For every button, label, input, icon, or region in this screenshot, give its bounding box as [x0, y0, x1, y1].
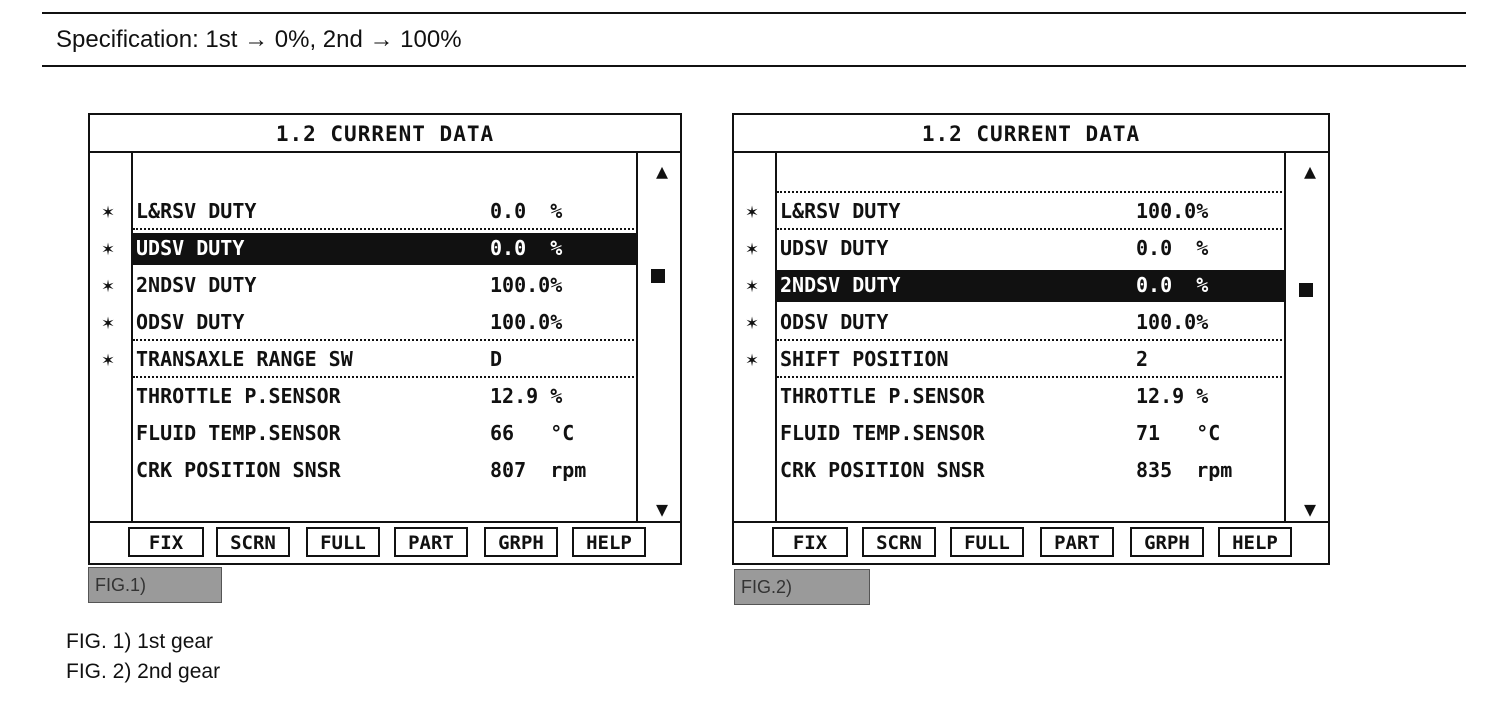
data-row-selected[interactable]	[90, 230, 680, 267]
item-value: 12.9 %	[490, 384, 563, 408]
data-row-selected[interactable]	[734, 267, 1328, 304]
scroll-up-icon[interactable]: ▲	[1303, 159, 1316, 183]
function-key-bar	[90, 521, 680, 563]
fix-key[interactable]: FIX	[772, 527, 848, 557]
scroll-down-icon[interactable]: ▼	[1303, 497, 1316, 521]
item-value: 100.0%	[490, 273, 563, 297]
item-name: L&RSV DUTY	[780, 199, 901, 223]
selected-mark: ✶	[746, 347, 759, 371]
item-value: 100.0%	[1136, 199, 1209, 223]
item-value: 2	[1136, 347, 1149, 371]
current-data-screen-2	[732, 113, 1330, 565]
scroll-up-icon[interactable]: ▲	[655, 159, 668, 183]
item-name: ODSV DUTY	[136, 310, 245, 334]
figure-tag: FIG.1)	[88, 567, 222, 603]
item-name: 2NDSV DUTY	[780, 273, 901, 297]
grph-key[interactable]: GRPH	[1130, 527, 1204, 557]
data-row[interactable]	[734, 452, 1328, 489]
item-value: 0.0 %	[1136, 236, 1209, 260]
current-data-screen-1	[88, 113, 682, 565]
item-name: THROTTLE P.SENSOR	[136, 384, 341, 408]
selected-mark: ✶	[102, 310, 115, 334]
part-key[interactable]: PART	[1040, 527, 1114, 557]
data-row[interactable]	[734, 341, 1328, 378]
data-row[interactable]	[90, 304, 680, 341]
scrn-key[interactable]: SCRN	[862, 527, 936, 557]
item-value: 66 °C	[490, 421, 575, 445]
item-value: 807 rpm	[490, 458, 587, 482]
figure-tag: FIG.2)	[734, 569, 870, 605]
help-key[interactable]: HELP	[1218, 527, 1292, 557]
data-row[interactable]	[734, 155, 1328, 193]
data-row[interactable]	[90, 415, 680, 452]
help-key[interactable]: HELP	[572, 527, 646, 557]
data-row[interactable]	[90, 267, 680, 304]
item-value: 71 °C	[1136, 421, 1221, 445]
selected-mark: ✶	[746, 199, 759, 223]
item-name: UDSV DUTY	[780, 236, 889, 260]
item-value: 835 rpm	[1136, 458, 1233, 482]
selected-mark: ✶	[746, 310, 759, 334]
selected-mark: ✶	[102, 199, 115, 223]
item-name: THROTTLE P.SENSOR	[780, 384, 985, 408]
data-row[interactable]	[734, 230, 1328, 267]
grph-key[interactable]: GRPH	[484, 527, 558, 557]
caption-fig1: FIG. 1) 1st gear	[66, 630, 214, 653]
part-key[interactable]: PART	[394, 527, 468, 557]
function-key-bar	[734, 521, 1328, 563]
item-value: 0.0 %	[490, 236, 563, 260]
item-name: FLUID TEMP.SENSOR	[136, 421, 341, 445]
data-row[interactable]	[734, 193, 1328, 230]
fix-key[interactable]: FIX	[128, 527, 204, 557]
data-row[interactable]	[734, 378, 1328, 415]
item-name: L&RSV DUTY	[136, 199, 257, 223]
item-value: 100.0%	[490, 310, 563, 334]
full-key[interactable]: FULL	[306, 527, 380, 557]
item-name: FLUID TEMP.SENSOR	[780, 421, 985, 445]
screen-title: 1.2 CURRENT DATA	[734, 115, 1328, 153]
data-row[interactable]	[90, 341, 680, 378]
item-value: 12.9 %	[1136, 384, 1209, 408]
selected-mark: ✶	[746, 273, 759, 297]
data-list	[90, 193, 680, 489]
item-name: SHIFT POSITION	[780, 347, 949, 371]
top-rule	[42, 12, 1466, 14]
item-name: UDSV DUTY	[136, 236, 245, 260]
item-name: 2NDSV DUTY	[136, 273, 257, 297]
data-row[interactable]	[734, 415, 1328, 452]
data-list	[734, 155, 1328, 489]
data-row[interactable]	[90, 452, 680, 489]
item-value: 0.0 %	[490, 199, 563, 223]
selected-mark: ✶	[746, 236, 759, 260]
scrn-key[interactable]: SCRN	[216, 527, 290, 557]
full-key[interactable]: FULL	[950, 527, 1024, 557]
selected-mark: ✶	[102, 273, 115, 297]
data-row[interactable]	[90, 378, 680, 415]
caption-fig2: FIG. 2) 2nd gear	[66, 660, 221, 683]
selected-mark: ✶	[102, 347, 115, 371]
specification-text: Specification: 1st → 0%, 2nd → 100%	[56, 26, 462, 53]
item-value: D	[490, 347, 503, 371]
data-row[interactable]	[90, 193, 680, 230]
item-name: TRANSAXLE RANGE SW	[136, 347, 353, 371]
item-value: 100.0%	[1136, 310, 1209, 334]
item-name: ODSV DUTY	[780, 310, 889, 334]
item-name: CRK POSITION SNSR	[780, 458, 985, 482]
data-row[interactable]	[734, 304, 1328, 341]
item-name: CRK POSITION SNSR	[136, 458, 341, 482]
item-value: 0.0 %	[1136, 273, 1209, 297]
screen-title: 1.2 CURRENT DATA	[90, 115, 680, 153]
spec-rule	[42, 65, 1466, 67]
scroll-down-icon[interactable]: ▼	[655, 497, 668, 521]
selected-mark: ✶	[102, 236, 115, 260]
